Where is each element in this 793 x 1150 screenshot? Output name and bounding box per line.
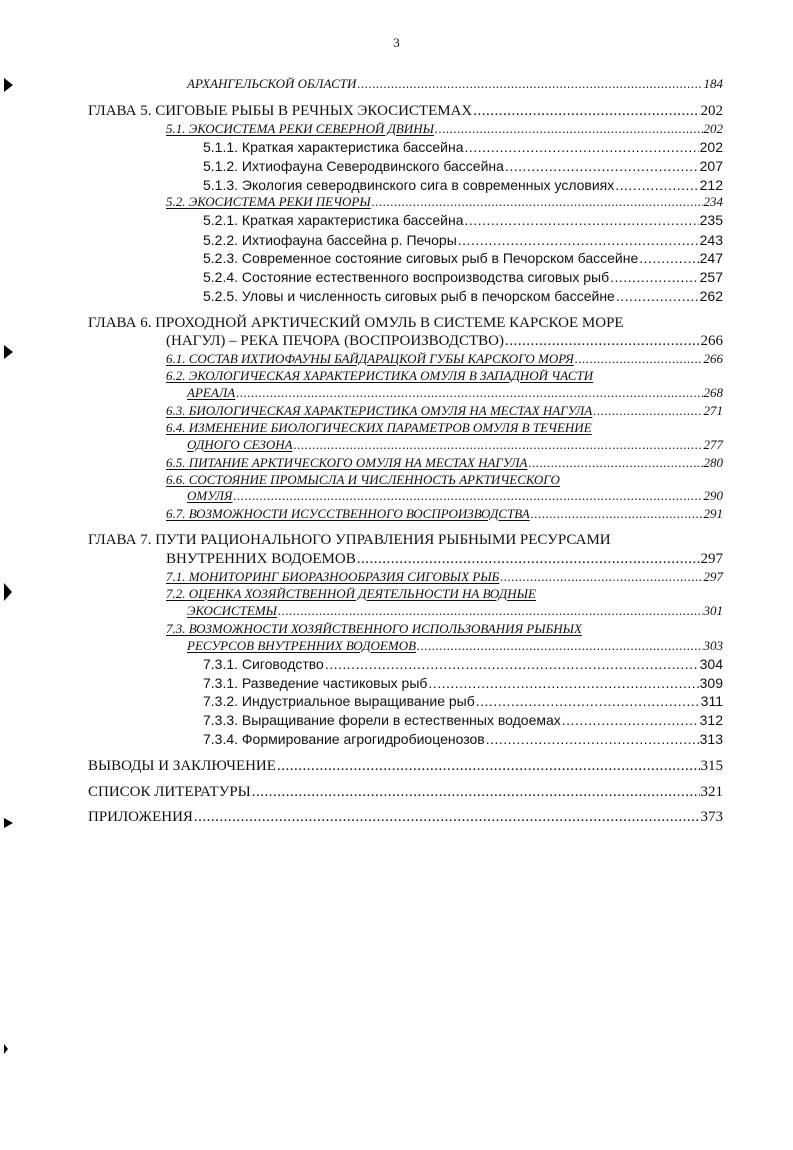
toc-subsection[interactable]: 7.3.1. Сиговодство ..... 304 (203, 655, 723, 673)
toc-section[interactable]: 7.1. МОНИТОРИНГ БИОРАЗНООБРАЗИЯ СИГОВЫХ РЫБ ..... 297 (166, 568, 723, 586)
toc-section[interactable]: АРЕАЛА ..... 268 (187, 384, 723, 402)
binder-mark (4, 583, 12, 601)
toc-chapter-line: ГЛАВА 6. ПРОХОДНОЙ АРКТИЧЕСКИЙ ОМУЛЬ В СИСТЕМЕ КАРСКОЕ МОРЕ (88, 315, 624, 331)
toc-chapter[interactable]: СПИСОК ЛИТЕРАТУРЫ ..... 321 (88, 783, 723, 801)
toc-subsection[interactable]: 7.3.2. Индустриальное выращивание рыб ..... 311 (203, 692, 723, 710)
toc-subsection[interactable]: 5.1.1. Краткая характеристика бассейна ..... 202 (203, 138, 723, 156)
toc-section[interactable]: ОДНОГО СЕЗОНА ..... 277 (187, 436, 723, 454)
toc-section[interactable]: ЭКОСИСТЕМЫ ..... 301 (187, 602, 723, 620)
toc-section-line: 7.2. ОЦЕНКА ХОЗЯЙСТВЕННОЙ ДЕЯТЕЛЬНОСТИ НА ВОДНЫЕ (166, 586, 536, 601)
page-number: 3 (393, 35, 400, 50)
toc-subsection[interactable]: 5.2.1. Краткая характеристика бассейна ..... 235 (203, 211, 723, 229)
toc-section[interactable]: 6.7. ВОЗМОЖНОСТИ ИСУССТВЕННОГО ВОСПРОИЗВОДСТВА ..... 291 (166, 505, 723, 523)
toc-section-line: 6.6. СОСТОЯНИЕ ПРОМЫСЛА И ЧИСЛЕННОСТЬ АРКТИЧЕСКОГО (166, 472, 560, 487)
toc-subsection[interactable]: 7.3.1. Разведение частиковых рыб ..... 309 (203, 674, 723, 692)
toc-section-line: 6.2. ЭКОЛОГИЧЕСКАЯ ХАРАКТЕРИСТИКА ОМУЛЯ В ЗАПАДНОЙ ЧАСТИ (166, 368, 594, 383)
toc-chapter-line: ГЛАВА 7. ПУТИ РАЦИОНАЛЬНОГО УПРАВЛЕНИЯ РЫБНЫМИ РЕСУРСАМИ (88, 532, 611, 548)
toc-section[interactable]: 6.5. ПИТАНИЕ АРКТИЧЕСКОГО ОМУЛЯ НА МЕСТАХ НАГУЛА ..... 280 (166, 454, 723, 472)
toc-section[interactable]: РЕСУРСОВ ВНУТРЕННИХ ВОДОЕМОВ ..... 303 (187, 637, 723, 655)
toc-chapter[interactable]: ВЫВОДЫ И ЗАКЛЮЧЕНИЕ ..... 315 (88, 757, 723, 775)
binder-mark (4, 818, 13, 828)
toc-section-line: 7.3. ВОЗМОЖНОСТИ ХОЗЯЙСТВЕННОГО ИСПОЛЬЗОВАНИЯ РЫБНЫХ (166, 621, 582, 636)
toc-section[interactable]: 5.1. ЭКОСИСТЕМА РЕКИ СЕВЕРНОЙ ДВИНЫ ..... 202 (166, 120, 723, 138)
binder-mark (4, 1044, 8, 1054)
binder-mark (4, 78, 13, 92)
toc-section[interactable]: 5.2. ЭКОСИСТЕМА РЕКИ ПЕЧОРЫ ..... 234 (166, 193, 723, 211)
toc-subsection[interactable]: 5.2.3. Современное состояние сиговых рыб в Печорском бассейне ..... 247 (203, 249, 723, 267)
toc-subsection[interactable]: 7.3.3. Выращивание форели в естественных водоемах ..... 312 (203, 711, 723, 729)
toc-section[interactable]: 6.3. БИОЛОГИЧЕСКАЯ ХАРАКТЕРИСТИКА ОМУЛЯ НА МЕСТАХ НАГУЛА ..... 271 (166, 402, 723, 420)
toc-subsection[interactable]: 5.1.2. Ихтиофауна Северодвинского бассейна ..... 207 (203, 157, 723, 175)
toc-subsection[interactable]: 5.2.4. Состояние естественного воспроизводства сиговых рыб ..... 257 (203, 268, 723, 286)
toc-chapter[interactable]: ПРИЛОЖЕНИЯ ..... 373 (88, 808, 723, 826)
toc-section[interactable]: 6.1. СОСТАВ ИХТИОФАУНЫ БАЙДАРАЦКОЙ ГУБЫ КАРСКОГО МОРЯ ..... 266 (166, 350, 723, 368)
toc-chapter[interactable]: (НАГУЛ) – РЕКА ПЕЧОРА (ВОСПРОИЗВОДСТВО) ..... 266 (166, 332, 723, 350)
toc-subsection[interactable]: 5.1.3. Экология северодвинского сига в современных условиях ..... 212 (203, 176, 723, 194)
toc-section[interactable]: ОМУЛЯ ..... 290 (187, 487, 723, 505)
binder-mark (4, 345, 13, 359)
toc-chapter[interactable]: ВНУТРЕННИХ ВОДОЕМОВ ..... 297 (166, 550, 723, 568)
toc-subsection[interactable]: 5.2.2. Ихтиофауна бассейна р. Печоры ..... 243 (203, 231, 723, 249)
toc-subsection[interactable]: 5.2.5. Уловы и численность сиговых рыб в печорском бассейне ..... 262 (203, 287, 723, 305)
toc-chapter[interactable]: ГЛАВА 5. СИГОВЫЕ РЫБЫ В РЕЧНЫХ ЭКОСИСТЕМАХ ..... 202 (88, 102, 723, 120)
toc-subsection[interactable]: 7.3.4. Формирование агрогидробиоценозов ..... 313 (203, 730, 723, 748)
toc-section-line: 6.4. ИЗМЕНЕНИЕ БИОЛОГИЧЕСКИХ ПАРАМЕТРОВ ОМУЛЯ В ТЕЧЕНИЕ (166, 420, 592, 435)
toc-entry[interactable]: АРХАНГЕЛЬСКОЙ ОБЛАСТИ ..... 184 (187, 75, 723, 93)
